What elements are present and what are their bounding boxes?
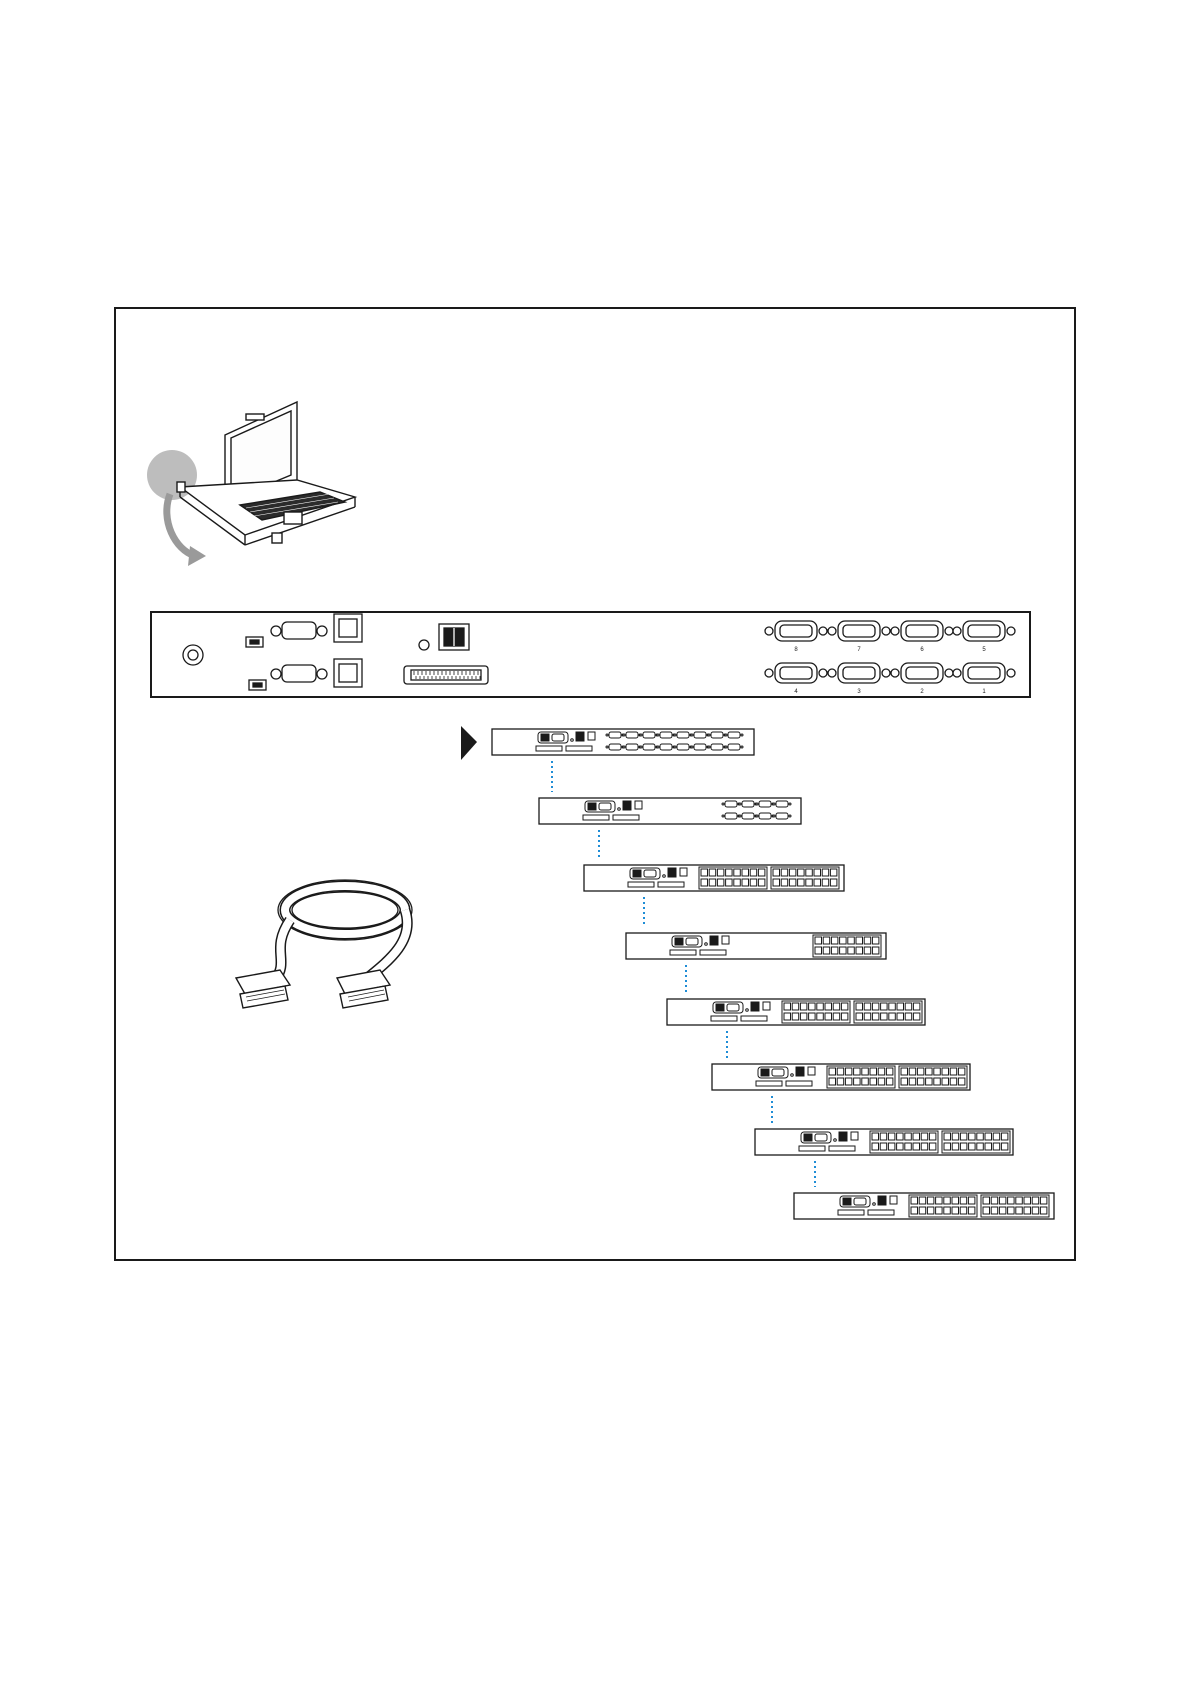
chained-switch-unit <box>755 1129 1013 1155</box>
chained-switch-unit <box>712 1064 970 1090</box>
port-number-label: 1 <box>982 689 986 695</box>
chained-switch-unit <box>794 1193 1054 1219</box>
daisy-chain <box>492 729 1054 1219</box>
chained-switch-unit <box>667 999 925 1025</box>
port-number-label: 6 <box>920 647 924 653</box>
port-number-label: 3 <box>857 689 861 695</box>
chained-switch-unit <box>492 729 754 755</box>
pointer-arrow-icon <box>461 726 477 760</box>
chained-switch-unit <box>539 798 801 824</box>
lcd-console-illustration <box>147 402 355 566</box>
chained-switch-unit <box>626 933 886 959</box>
chained-switch-unit <box>584 865 844 891</box>
port-number-label: 7 <box>857 647 861 653</box>
chain-cable-illustration <box>236 880 412 1008</box>
port-number-label: 8 <box>794 647 798 653</box>
port-number-label: 5 <box>982 647 986 653</box>
audio-jack-icon <box>419 640 429 650</box>
port-number-label: 4 <box>794 689 798 695</box>
port-number-label: 2 <box>920 689 924 695</box>
console-rear-panel <box>151 612 1030 697</box>
